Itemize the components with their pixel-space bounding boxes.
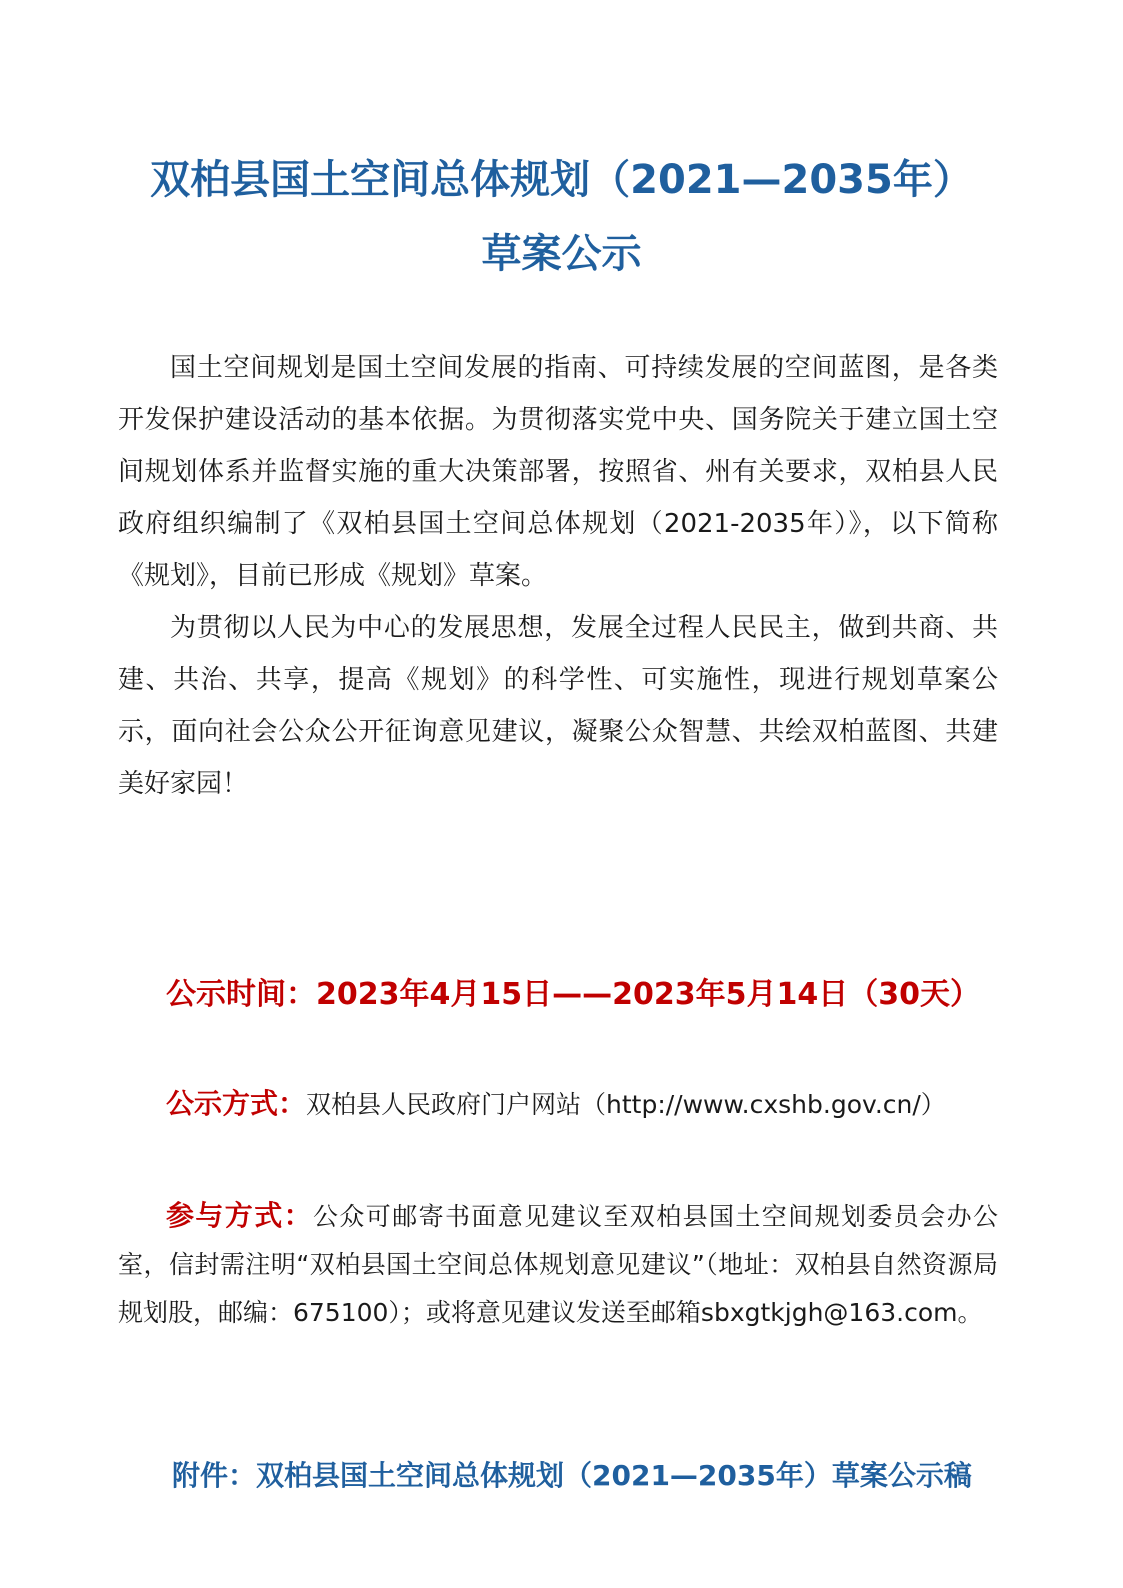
notice-participation [118, 1192, 998, 1337]
intro-paragraph: 国土空间规划是国土空间发展的指南、可持续发展的空间蓝图，是各类开发保护建设活动的基本依据。为贯彻落实党中央、国务院关于建立国土空间规划体系并监督实施的重大决策部署，按照省、州有关要求，双柏县人民政府组织编制了《双柏县国土空间总体规划（2021-2035年）》，以下简称《规划》，目前已形成《规划》草案。 [118, 353, 998, 591]
notice-participate-label: 参与方式： [166, 1199, 313, 1232]
notice-method [166, 1087, 946, 1120]
notice-participate-value: 公众可邮寄书面意见建议至双柏县国土空间规划委员会办公室，信封需注明“双柏县国土空间总体规划意见建议”（地址：双柏县自然资源局规划股，邮编：675100）；或将意见建议发送至邮箱sbxgtkjgh@163.com。 [118, 1202, 998, 1327]
notice-time-value: 2023年4月15日——2023年5月14日（30天） [316, 977, 980, 1012]
notice-time-label: 公示时间： [166, 977, 316, 1012]
page-subtitle: 草案公示 [481, 231, 642, 277]
notice-method-label: 公示方式： [166, 1087, 307, 1120]
notice-time [166, 977, 980, 1012]
attachment-link[interactable]: 附件：双柏县国土空间总体规划（2021—2035年）草案公示稿 [172, 1459, 972, 1492]
purpose-paragraph: 为贯彻以人民为中心的发展思想，发展全过程人民民主，做到共商、共建、共治、共享，提高《规划》的科学性、可实施性，现进行规划草案公示，面向社会公众公开征询意见建议，凝聚公众智慧、共绘双柏蓝图、共建美好家园！ [118, 613, 998, 799]
notice-method-value: 双柏县人民政府门户网站（http://www.cxshb.gov.cn/） [306, 1090, 946, 1119]
page-title: 双柏县国土空间总体规划（2021—2035年） [150, 157, 973, 203]
